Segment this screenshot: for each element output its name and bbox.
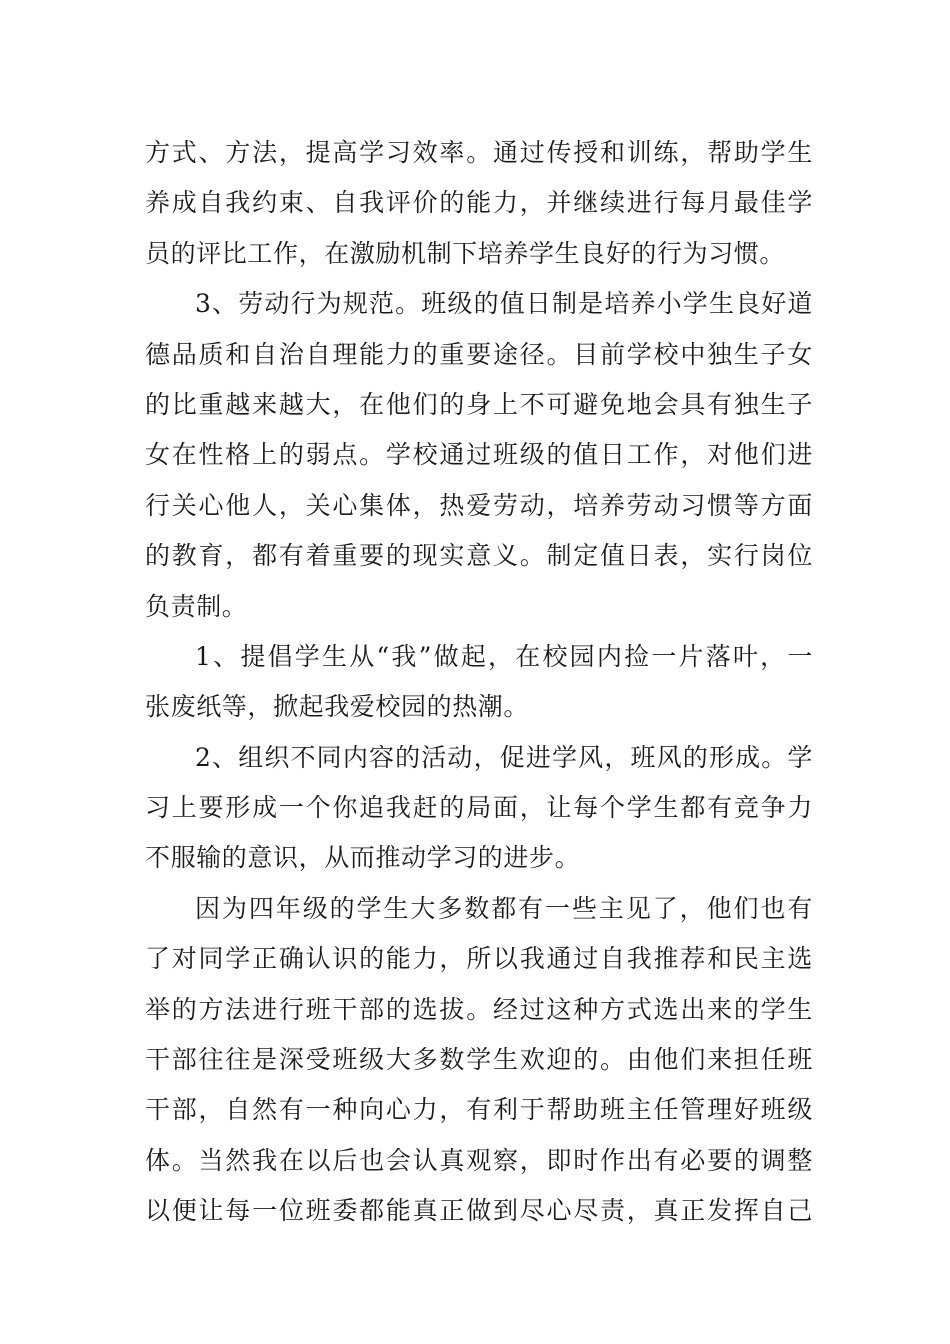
document-page [145, 128, 813, 1237]
paragraph [145, 632, 813, 733]
text-line: 体。当然我在以后也会认真观察，即时作出有必要的调整 [145, 1145, 813, 1175]
text-line: 行关心他人，关心集体，热爱劳动，培养劳动习惯等方面 [145, 490, 813, 520]
text-line: 方式、方法，提高学习效率。通过传授和训练，帮助学生 [145, 138, 813, 167]
text-line: 不服输的意识，从而推动学习的进步。 [145, 843, 581, 873]
text-line: 女在性格上的弱点。学校通过班级的值日工作，对他们进 [145, 440, 813, 470]
text-line: 干部往往是深受班级大多数学生欢迎的。由他们来担任班 [145, 1045, 813, 1075]
text-line: 干部，自然有一种向心力，有利于帮助班主任管理好班级 [145, 1095, 813, 1125]
text-line: 举的方法进行班干部的选拔。经过这种方式选出来的学生 [145, 994, 813, 1024]
text-line: 3、劳动行为规范。班级的值日制是培养小学生良好道 [195, 289, 813, 319]
text-line: 了对同学正确认识的能力，所以我通过自我推荐和民主选 [145, 944, 813, 974]
text-line: 养成自我约束、自我评价的能力，并继续进行每月最佳学 [145, 188, 813, 218]
text-line: 的教育，都有着重要的现实意义。制定值日表，实行岗位 [145, 541, 813, 571]
paragraph [145, 128, 813, 279]
text-line: 张废纸等，掀起我爱校园的热潮。 [145, 692, 530, 722]
text-line: 1、提倡学生从“我”做起，在校园内捡一片落叶，一 [195, 641, 813, 671]
text-line: 员的评比工作，在激励机制下培养学生良好的行为习惯。 [145, 238, 786, 268]
text-line: 2、组织不同内容的活动，促进学风，班风的形成。学 [195, 742, 813, 772]
text-line: 负责制。 [145, 591, 248, 621]
paragraph [145, 733, 813, 884]
text-line: 习上要形成一个你追我赶的局面，让每个学生都有竞争力 [145, 793, 813, 823]
text-line: 德品质和自治自理能力的重要途径。目前学校中独生子女 [145, 339, 813, 369]
text-line: 的比重越来越大，在他们的身上不可避免地会具有独生子 [145, 389, 813, 419]
text-line: 因为四年级的学生大多数都有一些主见了，他们也有 [195, 893, 813, 923]
text-line: 以便让每一位班委都能真正做到尽心尽责，真正发挥自己 [145, 1196, 813, 1226]
paragraph [145, 884, 813, 1237]
paragraph [145, 279, 813, 632]
